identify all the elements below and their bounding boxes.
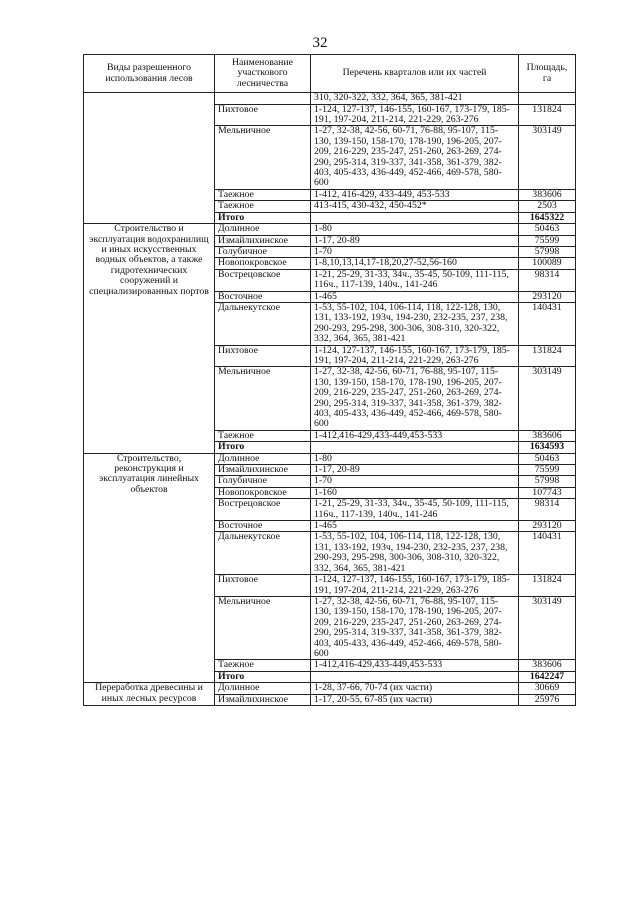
area-cell: 75599 [519, 465, 576, 476]
district-cell: Вострецовское [215, 269, 311, 291]
table-row [84, 683, 576, 694]
quarters-cell: 1-124, 127-137, 146-155, 160-167, 173-179, 185-191, 197-204, 211-214, 221-229, 263-276 [311, 575, 519, 597]
quarters-cell [311, 212, 519, 223]
total-area-cell: 1634593 [519, 442, 576, 453]
quarters-cell: 1-21, 25-29, 31-33, 34ч., 35-45, 50-109, 111-115, 116ч., 117-139, 140ч., 141-246 [311, 269, 519, 291]
page-number: 32 [312, 35, 328, 51]
district-cell: Мельничное [215, 367, 311, 430]
quarters-cell: 1-412, 416-429, 433-449, 453-533 [311, 189, 519, 200]
district-cell: Восточное [215, 521, 311, 532]
area-cell: 25976 [519, 694, 576, 705]
area-cell: 98314 [519, 269, 576, 291]
area-cell: 98314 [519, 499, 576, 521]
quarters-cell: 310, 320-322, 332, 364, 365, 381-421 [311, 93, 519, 104]
area-cell: 100089 [519, 258, 576, 269]
area-cell: 131824 [519, 345, 576, 367]
area-cell: 383606 [519, 189, 576, 200]
quarters-cell: 1-53, 55-102, 104, 106-114, 118, 122-128, 130, 131, 133-192, 193ч, 194-230, 232-235, 237, 238, 290-293, 295-298, 300-306, 308-310, 320-322, 332, 364, 365, 381-421 [311, 302, 519, 345]
district-cell: Измайлихинское [215, 235, 311, 246]
area-cell: 303149 [519, 367, 576, 430]
area-cell: 140431 [519, 302, 576, 345]
header-use-type: Виды разрешенного использования лесов [84, 55, 215, 93]
district-cell: Таежное [215, 430, 311, 441]
total-label: Итого [215, 212, 311, 223]
district-cell: Измайлихинское [215, 694, 311, 705]
total-label: Итого [215, 442, 311, 453]
use-type-cell: Строительство, реконструкция и эксплуатация линейных объектов [84, 453, 215, 683]
quarters-cell: 1-80 [311, 224, 519, 235]
quarters-cell [311, 671, 519, 682]
district-cell: Долинное [215, 683, 311, 694]
use-type-cell: Переработка древесины и иных лесных ресурсов [84, 683, 215, 706]
total-area-cell: 1645322 [519, 212, 576, 223]
district-cell: Новопокровское [215, 487, 311, 498]
area-cell [519, 93, 576, 104]
table-row [84, 224, 576, 235]
area-cell: 57998 [519, 246, 576, 257]
district-cell: Новопокровское [215, 258, 311, 269]
quarters-cell: 1-465 [311, 291, 519, 302]
area-cell: 383606 [519, 430, 576, 441]
quarters-cell: 1-27, 32-38, 42-56, 60-71, 76-88, 95-107, 115-130, 139-150, 158-170, 178-190, 196-205, 207-209, 216-229, 235-247, 251-260, 263-269, 274-290, 295-314, 319-337, 341-358, 361-379, 382-403, 405-433, 436-449, 452-466, 469-578, 580-600 [311, 367, 519, 430]
area-cell: 107743 [519, 487, 576, 498]
header-district: Наименование участкового лесничества [215, 55, 311, 93]
total-label: Итого [215, 671, 311, 682]
area-cell: 140431 [519, 532, 576, 575]
area-cell: 383606 [519, 660, 576, 671]
district-cell: Таежное [215, 201, 311, 212]
quarters-cell: 1-124, 127-137, 146-155, 160-167, 173-179, 185-191, 197-204, 211-214, 221-229, 263-276 [311, 104, 519, 126]
quarters-cell: 413-415, 430-432, 450-452* [311, 201, 519, 212]
district-cell: Дальнекутское [215, 302, 311, 345]
district-cell: Долинное [215, 453, 311, 464]
area-cell: 293120 [519, 521, 576, 532]
quarters-cell: 1-412,416-429,433-449,453-533 [311, 430, 519, 441]
quarters-cell: 1-17, 20-89 [311, 465, 519, 476]
area-cell: 57998 [519, 476, 576, 487]
district-cell: Измайлихинское [215, 465, 311, 476]
area-cell: 293120 [519, 291, 576, 302]
district-cell: Мельничное [215, 126, 311, 189]
area-cell: 2503 [519, 201, 576, 212]
total-area-cell: 1642247 [519, 671, 576, 682]
quarters-cell: 1-70 [311, 246, 519, 257]
district-cell: Пихтовое [215, 104, 311, 126]
district-cell: Пихтовое [215, 345, 311, 367]
use-type-cell [84, 93, 215, 224]
district-cell: Вострецовское [215, 499, 311, 521]
quarters-cell: 1-124, 127-137, 146-155, 160-167, 173-179, 185-191, 197-204, 211-214, 221-229, 263-276 [311, 345, 519, 367]
area-cell: 303149 [519, 126, 576, 189]
area-cell: 30669 [519, 683, 576, 694]
area-cell: 131824 [519, 104, 576, 126]
quarters-cell: 1-17, 20-89 [311, 235, 519, 246]
quarters-cell: 1-160 [311, 487, 519, 498]
table-body [84, 93, 576, 706]
table-row [84, 453, 576, 464]
district-cell: Голубичное [215, 476, 311, 487]
quarters-cell: 1-8,10,13,14,17-18,20,27-52,56-160 [311, 258, 519, 269]
district-cell: Голубичное [215, 246, 311, 257]
use-type-cell: Строительство и эксплуатация водохранилищ и иных искусственных водных объектов, а также гидротехнических сооружений и специализированных портов [84, 224, 215, 454]
area-cell: 50463 [519, 224, 576, 235]
quarters-cell: 1-70 [311, 476, 519, 487]
district-cell: Таежное [215, 189, 311, 200]
quarters-cell: 1-28, 37-66, 70-74 (их части) [311, 683, 519, 694]
quarters-cell: 1-17, 20-55, 67-85 (их части) [311, 694, 519, 705]
quarters-cell: 1-27, 32-38, 42-56, 60-71, 76-88, 95-107, 115-130, 139-150, 158-170, 178-190, 196-205, 207-209, 216-229, 235-247, 251-260, 263-269, 274-290, 295-314, 319-337, 341-358, 361-379, 382-403, 405-433, 436-449, 452-466, 469-578, 580-600 [311, 596, 519, 659]
area-cell: 50463 [519, 453, 576, 464]
area-cell: 303149 [519, 596, 576, 659]
area-cell: 75599 [519, 235, 576, 246]
quarters-cell: 1-412,416-429,433-449,453-533 [311, 660, 519, 671]
district-cell [215, 93, 311, 104]
table-row [84, 93, 576, 104]
header-quarters: Перечень кварталов или их частей [311, 55, 519, 93]
area-cell: 131824 [519, 575, 576, 597]
district-cell: Пихтовое [215, 575, 311, 597]
district-cell: Долинное [215, 224, 311, 235]
district-cell: Дальнекутское [215, 532, 311, 575]
quarters-cell: 1-53, 55-102, 104, 106-114, 118, 122-128, 130, 131, 133-192, 193ч, 194-230, 232-235, 237, 238, 290-293, 295-298, 300-306, 308-310, 320-322, 332, 364, 365, 381-421 [311, 532, 519, 575]
district-cell: Мельничное [215, 596, 311, 659]
quarters-cell [311, 442, 519, 453]
quarters-cell: 1-80 [311, 453, 519, 464]
quarters-cell: 1-465 [311, 521, 519, 532]
header-area: Площадь, га [519, 55, 576, 93]
table-header-row [84, 55, 576, 93]
district-cell: Восточное [215, 291, 311, 302]
quarters-cell: 1-21, 25-29, 31-33, 34ч., 35-45, 50-109, 111-115, 116ч., 117-139, 140ч., 141-246 [311, 499, 519, 521]
district-cell: Таежное [215, 660, 311, 671]
quarters-cell: 1-27, 32-38, 42-56, 60-71, 76-88, 95-107, 115-130, 139-150, 158-170, 178-190, 196-205, 207-209, 216-229, 235-247, 251-260, 263-269, 274-290, 295-314, 319-337, 341-358, 361-379, 382-403, 405-433, 436-449, 452-466, 469-578, 580-600 [311, 126, 519, 189]
forest-use-table [83, 54, 576, 706]
